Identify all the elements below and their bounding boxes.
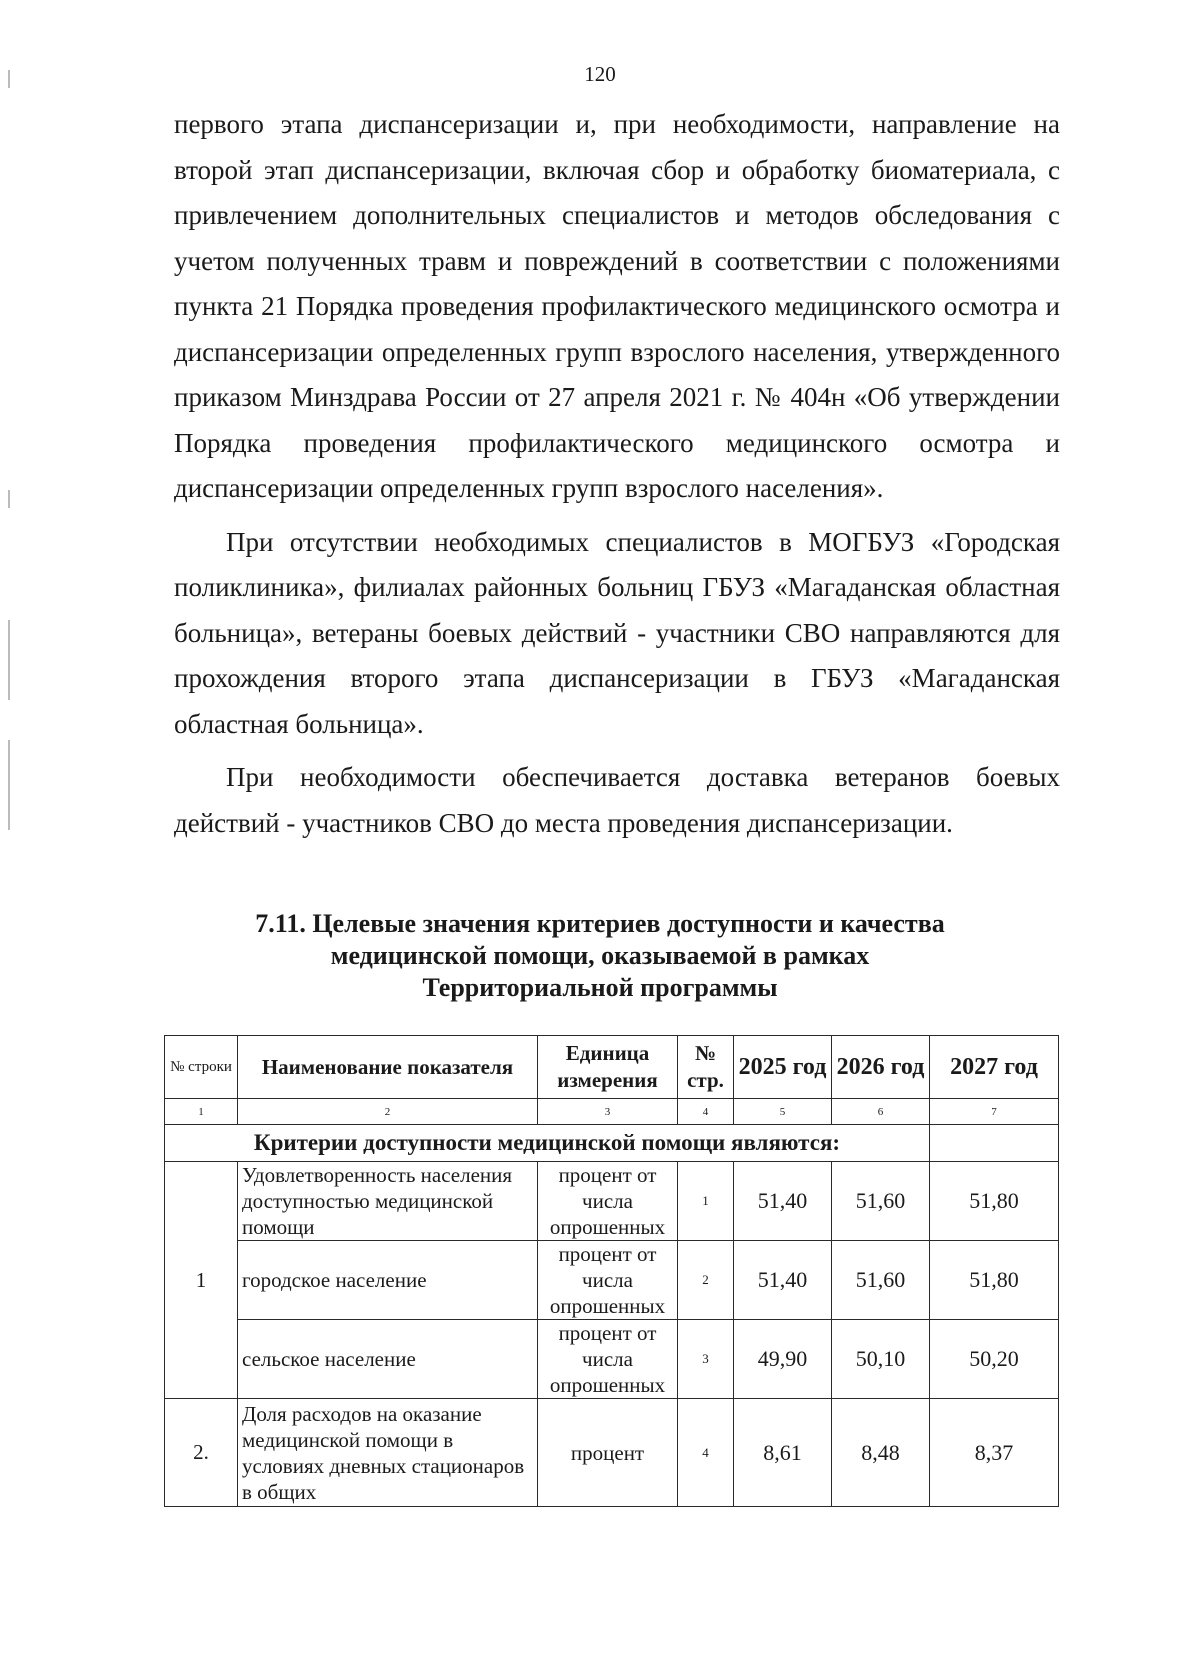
row-number: 2.: [165, 1399, 238, 1507]
scan-edge-mark: [8, 620, 10, 700]
page-number: 120: [584, 62, 616, 86]
header-row-number: № строки: [165, 1036, 238, 1099]
unit: процент от числа опрошенных: [538, 1162, 678, 1241]
column-number: 3: [538, 1099, 678, 1125]
section-title: [150, 908, 1050, 1004]
unit: процент от числа опрошенных: [538, 1241, 678, 1320]
column-number: 1: [165, 1099, 238, 1125]
row-number: 1: [165, 1162, 238, 1399]
header-line-number: № стр.: [678, 1036, 734, 1099]
section-row-title: Критерии доступности медицинской помощи являются:: [165, 1125, 930, 1162]
body-text: [174, 102, 1060, 854]
section-title-line: медицинской помощи, оказываемой в рамках: [330, 941, 870, 970]
indicator-name: Доля расходов на оказание медицинской помощи в условиях дневных стационаров в общих: [238, 1399, 538, 1507]
value-2027: 51,80: [930, 1241, 1059, 1320]
paragraph: При необходимости обеспечивается доставка ветеранов боевых действий - участников СВО до места проведения диспансеризации.: [174, 762, 1060, 838]
header-year-2027: 2027 год: [930, 1036, 1059, 1099]
column-number: 5: [734, 1099, 832, 1125]
header-unit: Единица измерения: [538, 1036, 678, 1099]
table-row: [165, 1241, 1059, 1320]
value-2026: 8,48: [832, 1399, 930, 1507]
line-number: 4: [678, 1399, 734, 1507]
value-2025: 49,90: [734, 1320, 832, 1399]
line-number: 1: [678, 1162, 734, 1241]
table-row: [165, 1399, 1059, 1507]
column-number: 7: [930, 1099, 1059, 1125]
section-row-empty-cell: [930, 1125, 1059, 1162]
section-title-line: Территориальной программы: [422, 973, 778, 1002]
header-year-2025: 2025 год: [734, 1036, 832, 1099]
column-number: 4: [678, 1099, 734, 1125]
unit: процент: [538, 1399, 678, 1507]
value-2025: 51,40: [734, 1241, 832, 1320]
value-2026: 51,60: [832, 1241, 930, 1320]
column-number: 6: [832, 1099, 930, 1125]
value-2025: 51,40: [734, 1162, 832, 1241]
section-title-line: 7.11. Целевые значения критериев доступности и качества: [255, 909, 945, 938]
value-2027: 51,80: [930, 1162, 1059, 1241]
column-number-row: [165, 1099, 1059, 1125]
paragraph: При отсутствии необходимых специалистов в МОГБУЗ «Городская поликлиника», филиалах районных больниц ГБУЗ «Магаданская областная больница», ветераны боевых действий - участники СВО направляются для прохождения второго этапа диспансеризации в ГБУЗ «Магаданская областная больница».: [174, 526, 1060, 739]
value-2027: 8,37: [930, 1399, 1059, 1507]
scan-edge-mark: [8, 490, 10, 508]
value-2026: 51,60: [832, 1162, 930, 1241]
value-2026: 50,10: [832, 1320, 930, 1399]
table-row: [165, 1162, 1059, 1241]
table-row: [165, 1320, 1059, 1399]
column-number: 2: [238, 1099, 538, 1125]
value-2025: 8,61: [734, 1399, 832, 1507]
unit: процент от числа опрошенных: [538, 1320, 678, 1399]
indicator-name: городское население: [238, 1241, 538, 1320]
header-year-2026: 2026 год: [832, 1036, 930, 1099]
header-indicator-name: Наименование показателя: [238, 1036, 538, 1099]
indicator-name: сельское население: [238, 1320, 538, 1399]
line-number: 2: [678, 1241, 734, 1320]
section-row: [165, 1125, 1059, 1162]
value-2027: 50,20: [930, 1320, 1059, 1399]
indicator-name: Удовлетворенность населения доступностью медицинской помощи: [238, 1162, 538, 1241]
header-row: [165, 1036, 1059, 1099]
paragraph: первого этапа диспансеризации и, при необходимости, направление на второй этап диспансеризации, включая сбор и обработку биоматериала, с привлечением дополнительных специалистов и методов обследования с учетом полученных травм и повреждений в соответствии с положениями пункта 21 Порядка проведения профилактического медицинского осмотра и диспансеризации определенных групп взрослого населения, утвержденного приказом Минздрава России от 27 апреля 2021 г. № 404н «Об утверждении Порядка проведения профилактического медицинского осмотра и диспансеризации определенных групп взрослого населения».: [174, 109, 1060, 503]
criteria-table: [164, 1035, 1059, 1507]
scan-edge-mark: [8, 740, 10, 830]
line-number: 3: [678, 1320, 734, 1399]
